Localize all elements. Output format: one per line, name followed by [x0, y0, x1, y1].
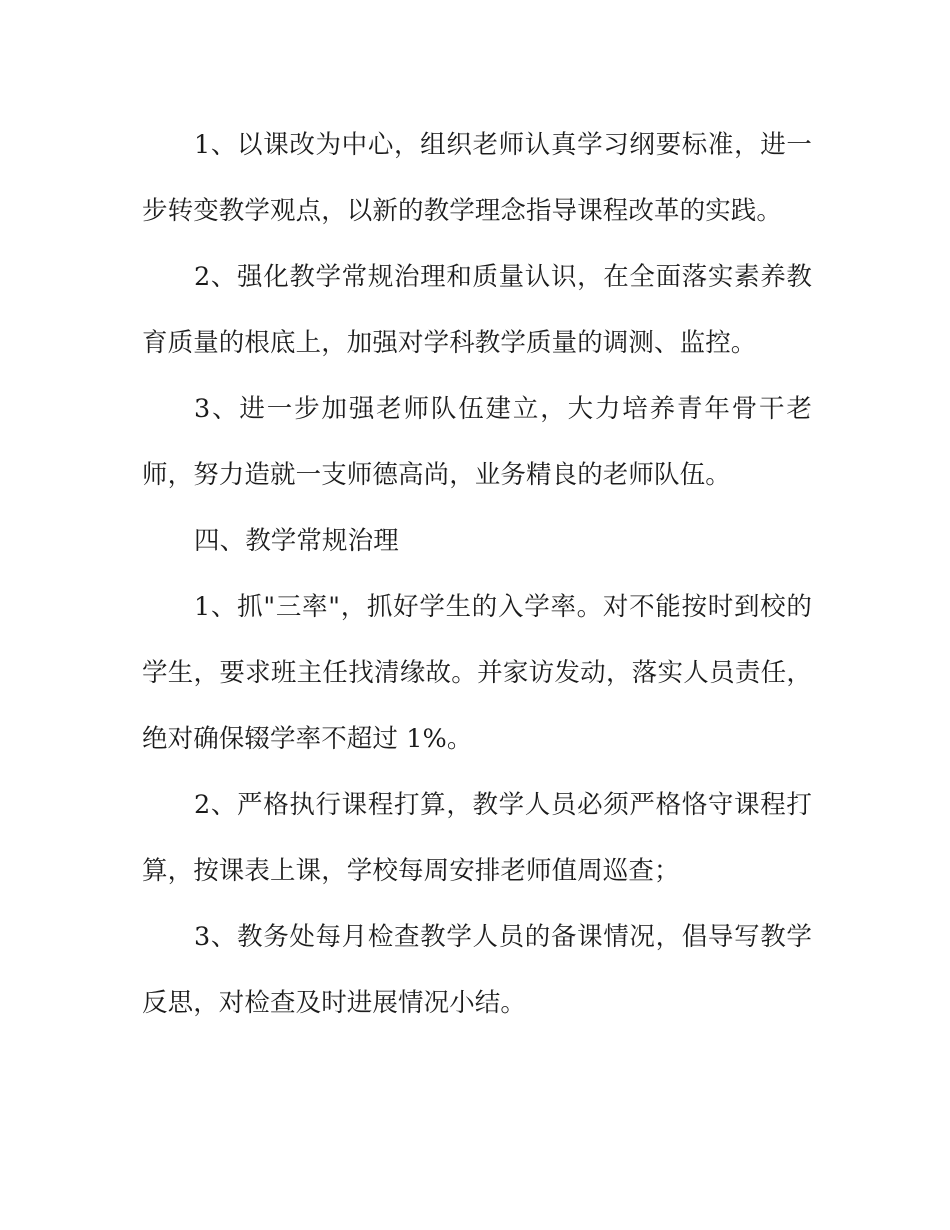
- paragraph-section4-item-3: 3、教务处每月检查教学人员的备课情况，倡导写教学反思，对检查及时进展情况小结。: [142, 922, 812, 1018]
- document-body: [142, 112, 812, 1036]
- paragraph-section4-item-1: 1、抓"三率"，抓好学生的入学率。对不能按时到校的学生，要求班主任找清缘故。并家访发动，落实人员责任，绝对确保辍学率不超过 1%。: [142, 592, 812, 754]
- paragraph-item-3: 3、进一步加强老师队伍建立，大力培养青年骨干老师，努力造就一支师德高尚，业务精良的老师队伍。: [142, 394, 812, 490]
- paragraph-section4-item-2: 2、严格执行课程打算，教学人员必须严格恪守课程打算，按课表上课，学校每周安排老师值周巡查；: [142, 790, 812, 886]
- section-heading-four: 四、教学常规治理: [194, 526, 399, 556]
- paragraph-item-2: 2、强化教学常规治理和质量认识，在全面落实素养教育质量的根底上，加强对学科教学质量的调测、监控。: [142, 262, 812, 358]
- paragraph-item-1: 1、以课改为中心，组织老师认真学习纲要标准，进一步转变教学观点，以新的教学理念指导课程改革的实践。: [142, 130, 812, 226]
